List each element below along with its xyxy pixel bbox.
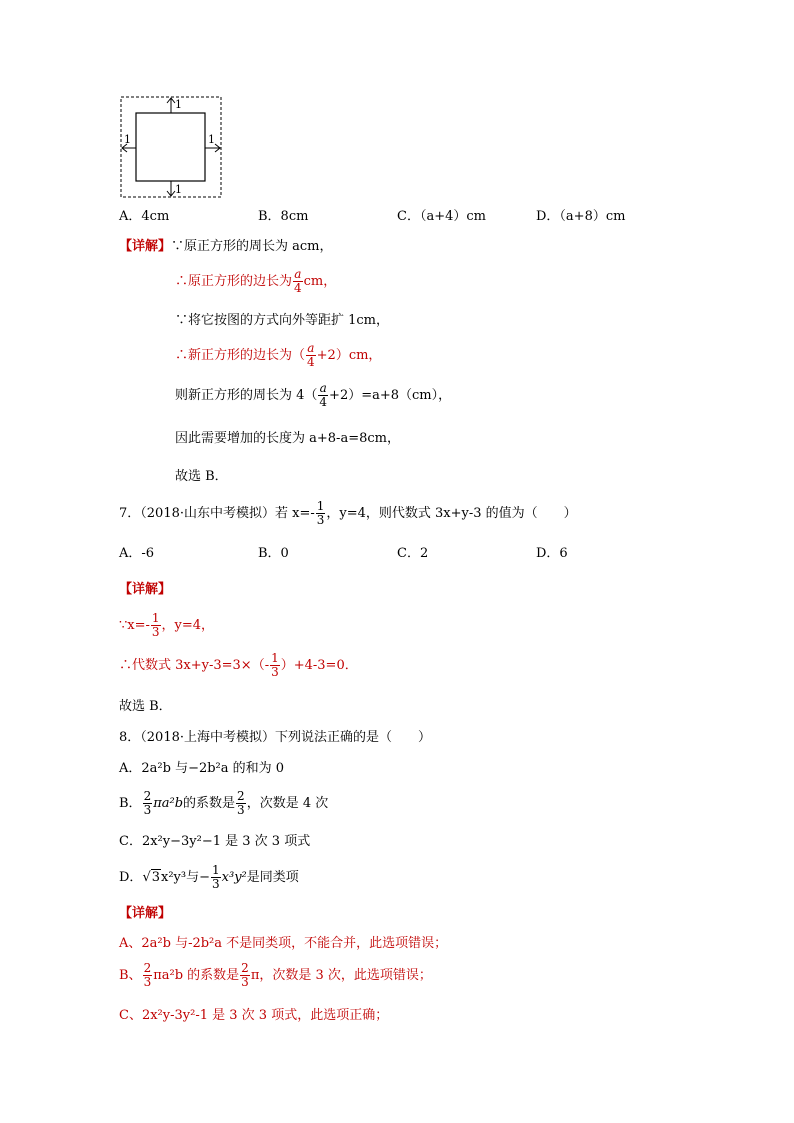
q6-detail-line6: 因此需要增加的长度为 a+8-a=8cm， bbox=[175, 431, 400, 446]
q7-option-b: B．0 bbox=[258, 546, 289, 561]
q6-detail-line4: ∴新正方形的边长为（ $\frac{a}{4}$ +2）cm， bbox=[175, 341, 382, 369]
q6-option-d: D．（a+8）cm bbox=[536, 209, 626, 224]
label-bottom: 1 bbox=[175, 183, 182, 196]
q6-detail-line3: ∵将它按图的方式向外等距扩 1cm， bbox=[175, 313, 390, 328]
fraction: $\frac{2}{3}$ bbox=[143, 789, 152, 817]
fraction: $\frac{a}{4}$ bbox=[294, 267, 302, 295]
q8-option-a: A．2a²b 与−2b²a 的和为 0 bbox=[119, 761, 285, 776]
q6-detail-line5: 则新正方形的周长为 4（ $\frac{a}{4}$ +2）=a+8（cm）， bbox=[175, 381, 452, 409]
fraction: $\frac{1}{3}$ bbox=[316, 499, 325, 527]
q7-option-d: D．6 bbox=[536, 546, 568, 561]
fraction: $\frac{1}{3}$ bbox=[212, 863, 220, 891]
label-top: 1 bbox=[175, 98, 182, 111]
fraction: $\frac{2}{3}$ bbox=[143, 961, 152, 989]
q6-detail-line7: 故选 B． bbox=[175, 469, 228, 484]
fraction: $\frac{a}{4}$ bbox=[307, 341, 315, 369]
q7-step2: ∴代数式 3x+y-3=3×（- $\frac{1}{3}$ ）+4-3=0． bbox=[119, 651, 358, 679]
q7-option-c: C．2 bbox=[397, 546, 429, 561]
q6-l1: ∵原正方形的周长为 acm， bbox=[171, 239, 333, 254]
q7-detail-label: 【详解】 bbox=[119, 582, 172, 597]
fraction: $\frac{1}{3}$ bbox=[271, 651, 279, 679]
label-right: 1 bbox=[208, 133, 215, 146]
q8-option-d: D． √3 x²y³与− $\frac{1}{3}$ x³y² 是同类项 bbox=[119, 863, 299, 891]
q8-detail-label: 【详解】 bbox=[119, 906, 172, 921]
q6-option-b: B．8cm bbox=[258, 209, 309, 224]
q8-stem: 8．（2018·上海中考模拟）下列说法正确的是（ ） bbox=[119, 730, 431, 745]
q8-expl-c: C、2x²y-3y²-1 是 3 次 3 项式，此选项正确； bbox=[119, 1008, 389, 1023]
q7-step3: 故选 B． bbox=[119, 699, 172, 714]
q8-expl-a: A、2a²b 与-2b²a 不是同类项，不能合并，此选项错误； bbox=[119, 936, 448, 951]
q6-detail-line2: ∴原正方形的边长为 $\frac{a}{4}$ cm， bbox=[175, 267, 337, 295]
q6-option-a: A．4cm bbox=[119, 209, 170, 224]
q7-stem: 7．（2018·山东中考模拟）若 x=- $\frac{1}{3}$ ，y=4，则代数式 3x+y-3 的值为（ ） bbox=[119, 499, 577, 527]
q7-option-a: A．-6 bbox=[119, 546, 155, 561]
q8-expl-b: B、 $\frac{2}{3}$ πa²b 的系数是 $\frac{2}{3}$ π，次数是 3 次，此选项错误； bbox=[119, 961, 432, 989]
q6-option-c: C．（a+4）cm bbox=[397, 209, 486, 224]
fraction: $\frac{1}{3}$ bbox=[151, 611, 160, 639]
sqrt-symbol: √3 bbox=[142, 870, 161, 885]
q7-step1: ∵x=- $\frac{1}{3}$ ，y=4， bbox=[119, 611, 215, 639]
label-left: 1 bbox=[124, 133, 131, 146]
fraction: $\frac{2}{3}$ bbox=[241, 961, 249, 989]
fraction: $\frac{a}{4}$ bbox=[319, 381, 328, 409]
fraction: $\frac{2}{3}$ bbox=[237, 789, 245, 817]
square-expansion-figure bbox=[119, 95, 224, 200]
inner-square bbox=[136, 113, 205, 181]
q8-option-b: B． $\frac{2}{3}$ πa²b 的系数是 $\frac{2}{3}$ ，次数是 4 次 bbox=[119, 789, 329, 817]
detail-label: 【详解】 bbox=[119, 239, 172, 254]
q8-option-c: C．2x²y−3y²−1 是 3 次 3 项式 bbox=[119, 834, 311, 849]
q6-detail-line1 bbox=[119, 240, 333, 253]
